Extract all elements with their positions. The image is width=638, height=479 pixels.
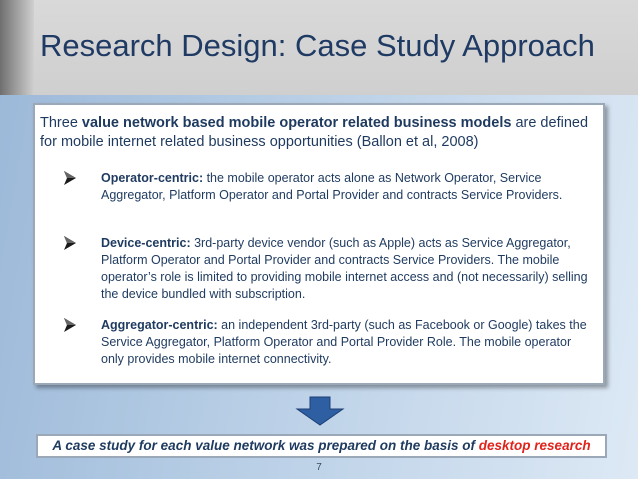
arrowhead-bullet-icon [62,170,78,186]
intro-paragraph [40,114,600,152]
content-box [33,103,605,385]
summary-highlight: desktop research [478,438,591,453]
slide-title: Research Design: Case Study Approach [40,28,595,63]
bullet-text [101,170,591,204]
bullet-description: the mobile operator acts alone as Network Operator, Service Aggregator, Platform Operator and Portal Provider and contracts Service Providers. [101,171,563,202]
bullet-term: Operator-centric: [101,171,204,185]
summary-main: A case study for each value network was prepared on the basis of [52,438,479,453]
down-arrow-icon [295,396,345,426]
title-bar-accent [0,0,34,95]
bullet-term: Aggregator-centric: [101,318,218,332]
arrowhead-bullet-icon [62,235,78,251]
bullet-text [101,235,591,303]
intro-prefix: Three [40,115,82,131]
intro-suffix: are defined for mobile internet related business opportunities (Ballon et al, 2008) [40,115,589,150]
page-number: 7 [316,462,322,473]
intro-bold: value network based mobile operator related business models [81,115,512,131]
bullet-description: an independent 3rd-party (such as Facebook or Google) takes the Service Aggregator, Platform Operator and Portal Provider Role. The mobile operator only provides mobile internet connectivity. [101,318,587,366]
summary-text [38,438,605,453]
bullet-term: Device-centric: [101,236,191,250]
summary-box [36,434,607,458]
arrowhead-bullet-icon [62,317,78,333]
bullet-text [101,317,591,368]
title-bar [0,0,638,95]
bullet-description: 3rd-party device vendor (such as Apple) acts as Service Aggregator, Platform Operator and Portal Provider and contracts Service Providers. The mobile operator’s role is limited to providing mobile internet access and (not necessarily) selling the device bundled with subscription. [101,236,588,301]
